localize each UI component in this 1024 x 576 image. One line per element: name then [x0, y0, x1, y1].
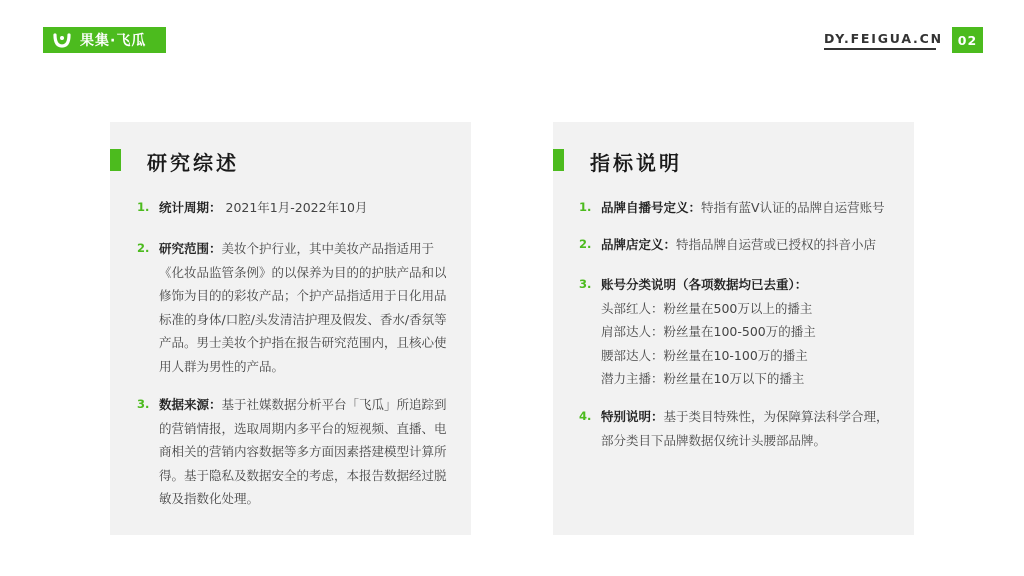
item-text: 基于社媒数据分析平台「飞瓜」所追踪到的营销情报，选取周期内多平台的短视频、直播、电商相关的营销内容数据等多方面因素搭建模型计算所得。基于隐私及数据安全的考虑，本报告数据经过脱敏及指数化处理。	[159, 397, 447, 506]
list-item	[579, 405, 891, 452]
item-text: 基于类目特殊性，为保障算法科学合理，部分类目下品牌数据仅统计头腰部品牌。	[601, 409, 889, 448]
item-number: 1.	[137, 200, 150, 214]
item-number: 1.	[579, 200, 592, 214]
item-label: 品牌自播号定义：	[601, 200, 702, 215]
account-tier-shoulder: 肩部达人：粉丝量在100-500万的播主	[601, 324, 816, 339]
list-item	[579, 196, 906, 220]
research-overview-panel	[110, 122, 471, 535]
heading-accent-bar	[553, 149, 564, 171]
item-number: 3.	[579, 277, 592, 291]
page-number: 02	[952, 27, 983, 53]
panel-title: 研究综述	[147, 151, 239, 175]
item-label: 统计周期：	[159, 200, 222, 215]
feigua-logo-icon	[52, 32, 72, 48]
list-item	[579, 233, 906, 257]
item-number: 2.	[137, 241, 150, 255]
list-item	[137, 237, 449, 378]
item-label: 特别说明：	[601, 409, 664, 424]
account-tier-potential: 潜力主播：粉丝量在10万以下的播主	[601, 371, 805, 386]
item-number: 3.	[137, 397, 150, 411]
account-tier-waist: 腰部达人：粉丝量在10-100万的播主	[601, 347, 808, 363]
heading-accent-bar	[110, 149, 121, 171]
item-text: 特指品牌自运营或已授权的抖音小店	[676, 237, 877, 252]
site-url[interactable]: DY.FEIGUA.CN	[824, 31, 943, 46]
indicator-definitions-panel	[553, 122, 914, 535]
item-label: 数据来源：	[159, 397, 222, 412]
item-number: 4.	[579, 409, 592, 423]
list-item	[579, 273, 906, 391]
item-number: 2.	[579, 237, 592, 251]
brand-name: 果集·飞瓜	[80, 33, 147, 49]
list-item	[137, 393, 449, 511]
item-label: 品牌店定义：	[601, 237, 677, 252]
account-tier-head: 头部红人：粉丝量在500万以上的播主	[601, 300, 813, 316]
item-text: 2021年1月-2022年10月	[221, 200, 368, 215]
site-underline	[824, 48, 936, 50]
item-text: 特指有蓝V认证的品牌自运营账号	[701, 200, 885, 215]
brand-logo	[43, 27, 166, 53]
item-text: 美妆个护行业，其中美妆产品指适用于《化妆品监管条例》的以保养为目的的护肤产品和以修饰为目的的彩妆产品；个护产品指适用于日化用品标准的身体/口腔/头发清洁护理及假发、香水/香氛等产品。男士美妆个护指在报告研究范围内，且核心使用人群为男性的产品。	[159, 241, 447, 374]
item-label: 研究范围：	[159, 241, 222, 256]
panel-title: 指标说明	[590, 151, 682, 175]
list-item	[137, 196, 459, 220]
item-label: 账号分类说明（各项数据均已去重）：	[601, 277, 808, 292]
